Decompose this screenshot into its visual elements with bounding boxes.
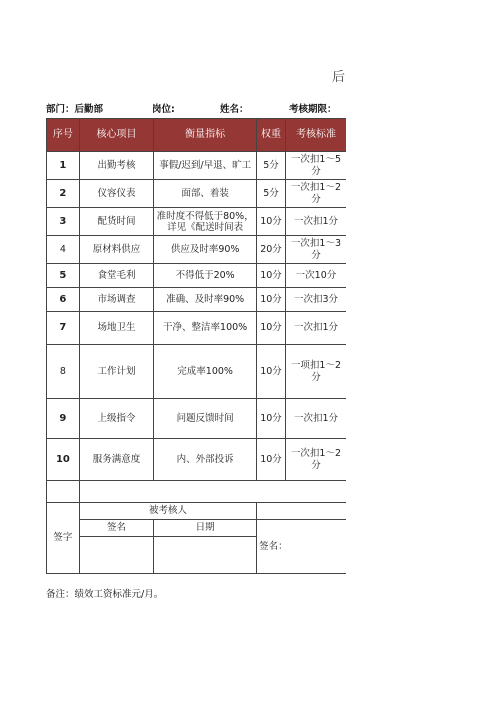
table-row	[47, 288, 347, 312]
table-row	[47, 439, 347, 481]
table-row	[47, 399, 347, 439]
date-label: 日期	[154, 520, 257, 537]
row-standard: 一次扣1分	[285, 208, 346, 236]
col-header-item: 核心项目	[79, 119, 153, 152]
row-standard: 一次10分	[285, 264, 346, 288]
row-standard: 一次扣1～3分	[285, 236, 346, 264]
assessee-label: 被考核人	[79, 503, 256, 520]
table-row	[47, 345, 347, 399]
row-no: 3	[47, 208, 80, 236]
row-no: 6	[47, 288, 80, 312]
row-metric: 干净、整洁率100%	[154, 312, 257, 345]
row-no: 7	[47, 312, 80, 345]
row-standard: 一次扣3分	[285, 288, 346, 312]
signature-row	[47, 520, 347, 537]
table-header-row	[47, 119, 347, 152]
row-item: 仪容仪表	[79, 180, 153, 208]
row-no: 10	[47, 439, 80, 481]
row-standard: 一次扣1分	[285, 399, 346, 439]
row-weight: 10分	[257, 288, 286, 312]
signature-row	[47, 503, 347, 520]
blank-cell	[257, 503, 346, 520]
table-row	[47, 180, 347, 208]
col-header-standard: 考核标准	[285, 119, 346, 152]
footer-note: 备注：绩效工资标准元/月。	[46, 589, 164, 600]
row-standard: 一次扣1～5分	[285, 152, 346, 180]
row-item: 食堂毛利	[79, 264, 153, 288]
row-weight: 20分	[257, 236, 286, 264]
row-standard: 一次扣1分	[285, 312, 346, 345]
signature-label: 签字	[47, 503, 80, 574]
page-title: 后	[332, 70, 346, 85]
blank-row	[47, 481, 347, 503]
row-no: 4	[47, 236, 80, 264]
row-metric: 问题反馈时间	[154, 399, 257, 439]
row-weight: 10分	[257, 399, 286, 439]
row-weight: 5分	[257, 180, 286, 208]
row-metric: 事假/迟到/早退、旷工	[154, 152, 257, 180]
blank-cell	[47, 481, 80, 503]
row-weight: 10分	[257, 345, 286, 399]
table-row	[47, 264, 347, 288]
row-weight: 10分	[257, 208, 286, 236]
table-row	[47, 208, 347, 236]
name-label: 姓名：	[220, 104, 249, 115]
row-metric: 准确、及时率90%	[154, 288, 257, 312]
row-weight: 10分	[257, 312, 286, 345]
row-metric: 内、外部投诉	[154, 439, 257, 481]
table-row	[47, 312, 347, 345]
department-label: 部门：后勤部	[46, 104, 104, 115]
row-weight: 10分	[257, 439, 286, 481]
row-no: 8	[47, 345, 80, 399]
row-no: 1	[47, 152, 80, 180]
blank-cell	[79, 481, 346, 503]
row-no: 9	[47, 399, 80, 439]
row-weight: 5分	[257, 152, 286, 180]
row-metric: 完成率100%	[154, 345, 257, 399]
row-no: 5	[47, 264, 80, 288]
row-item: 出勤考核	[79, 152, 153, 180]
row-item: 原材料供应	[79, 236, 153, 264]
assessment-table	[46, 118, 346, 574]
row-metric: 面部、着装	[154, 180, 257, 208]
date-cell	[154, 537, 257, 574]
row-item: 场地卫生	[79, 312, 153, 345]
sign-label: 签名	[79, 520, 153, 537]
row-no: 2	[47, 180, 80, 208]
sign-right-label: 签名：	[257, 520, 346, 574]
col-header-no: 序号	[47, 119, 80, 152]
table-row	[47, 236, 347, 264]
sign-cell	[79, 537, 153, 574]
row-standard: 一次扣1～2分	[285, 439, 346, 481]
row-item: 配货时间	[79, 208, 153, 236]
position-label: 岗位:	[152, 104, 175, 115]
row-item: 服务满意度	[79, 439, 153, 481]
col-header-weight: 权重	[257, 119, 286, 152]
row-item: 上级指令	[79, 399, 153, 439]
col-header-metric: 衡量指标	[154, 119, 257, 152]
row-metric: 不得低于20%	[154, 264, 257, 288]
row-item: 市场调查	[79, 288, 153, 312]
row-item: 工作计划	[79, 345, 153, 399]
row-metric: 供应及时率90%	[154, 236, 257, 264]
row-metric: 准时度不得低于80%，详见《配送时间表	[154, 208, 257, 236]
row-standard: 一项扣1～2分	[285, 345, 346, 399]
row-standard: 一次扣1～2分	[285, 180, 346, 208]
row-weight: 10分	[257, 264, 286, 288]
table-row	[47, 152, 347, 180]
period-label: 考核期限：	[289, 104, 337, 115]
